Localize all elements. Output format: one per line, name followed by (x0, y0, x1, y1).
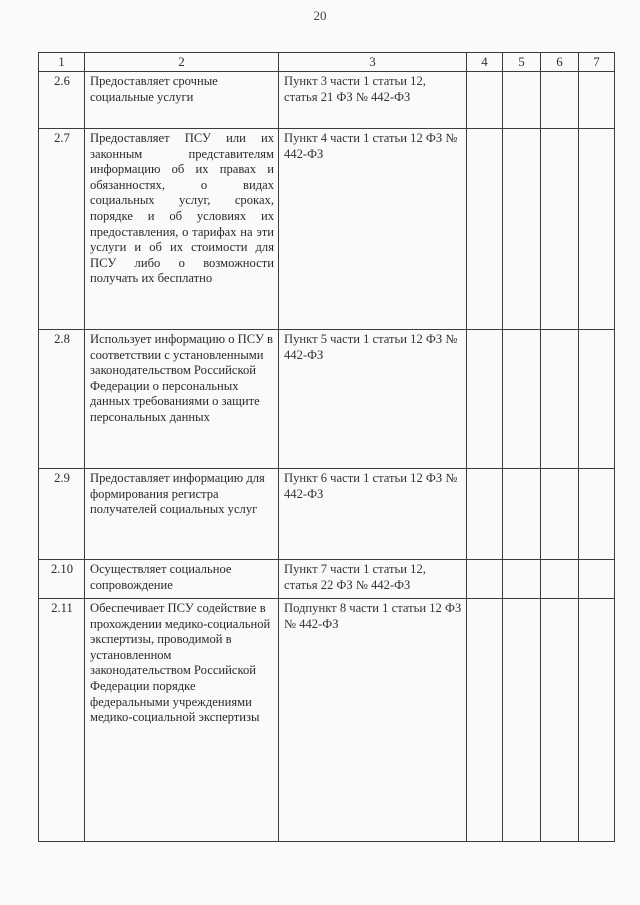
requirement-cell: Предоставляет срочные социальные услуги (85, 72, 279, 129)
table-row (39, 599, 615, 842)
answer-cell[interactable] (541, 129, 579, 330)
legal-reference-cell: Пункт 3 части 1 статьи 12, статья 21 ФЗ № 442-ФЗ (279, 72, 467, 129)
legal-reference-cell: Пункт 4 части 1 статьи 12 ФЗ № 442-ФЗ (279, 129, 467, 330)
table-row (39, 560, 615, 599)
answer-cell[interactable] (503, 129, 541, 330)
legal-reference-cell: Подпункт 8 части 1 статьи 12 ФЗ № 442-ФЗ (279, 599, 467, 842)
table-row (39, 129, 615, 330)
column-header: 3 (279, 53, 467, 72)
answer-cell[interactable] (467, 469, 503, 560)
column-header: 7 (579, 53, 615, 72)
requirement-cell: Предоставляет ПСУ или их законным представителям информацию об их правах и обязанностях, о видах социальных услуг, сроках, порядке и об условиях их предоставления, о тарифах на эти услуги и об их стоимости для ПСУ либо о возможности получать их бесплатно (85, 129, 279, 330)
row-number: 2.11 (39, 599, 85, 842)
table-row (39, 72, 615, 129)
answer-cell[interactable] (503, 330, 541, 469)
table-row (39, 469, 615, 560)
legal-reference-cell: Пункт 5 части 1 статьи 12 ФЗ № 442-ФЗ (279, 330, 467, 469)
inspection-table (38, 52, 615, 842)
answer-cell[interactable] (541, 599, 579, 842)
answer-cell[interactable] (503, 469, 541, 560)
answer-cell[interactable] (541, 72, 579, 129)
answer-cell[interactable] (579, 469, 615, 560)
answer-cell[interactable] (503, 72, 541, 129)
answer-cell[interactable] (541, 469, 579, 560)
answer-cell[interactable] (503, 599, 541, 842)
row-number: 2.6 (39, 72, 85, 129)
column-header: 6 (541, 53, 579, 72)
table-row (39, 330, 615, 469)
answer-cell[interactable] (541, 330, 579, 469)
requirement-cell: Использует информацию о ПСУ в соответствии с установленными законодательством Российской Федерации о персональных данных требованиями о защите персональных данных (85, 330, 279, 469)
answer-cell[interactable] (467, 330, 503, 469)
answer-cell[interactable] (579, 560, 615, 599)
answer-cell[interactable] (579, 330, 615, 469)
legal-reference-cell: Пункт 6 части 1 статьи 12 ФЗ № 442-ФЗ (279, 469, 467, 560)
requirement-cell: Обеспечивает ПСУ содействие в прохождении медико-социальной экспертизы, проводимой в установленном законодательством Российской Федерации порядке федеральными учреждениями медико-социальной экспертизы (85, 599, 279, 842)
requirement-cell: Осуществляет социальное сопровождение (85, 560, 279, 599)
row-number: 2.8 (39, 330, 85, 469)
column-header: 1 (39, 53, 85, 72)
requirement-cell: Предоставляет информацию для формирования регистра получателей социальных услуг (85, 469, 279, 560)
answer-cell[interactable] (503, 560, 541, 599)
row-number: 2.7 (39, 129, 85, 330)
answer-cell[interactable] (467, 560, 503, 599)
answer-cell[interactable] (467, 129, 503, 330)
row-number: 2.10 (39, 560, 85, 599)
answer-cell[interactable] (467, 599, 503, 842)
answer-cell[interactable] (541, 560, 579, 599)
legal-reference-cell: Пункт 7 части 1 статьи 12, статья 22 ФЗ № 442-ФЗ (279, 560, 467, 599)
answer-cell[interactable] (579, 72, 615, 129)
answer-cell[interactable] (579, 599, 615, 842)
page-number: 20 (313, 8, 327, 23)
column-header: 5 (503, 53, 541, 72)
column-header: 2 (85, 53, 279, 72)
answer-cell[interactable] (579, 129, 615, 330)
column-header: 4 (467, 53, 503, 72)
table-header (39, 53, 615, 72)
row-number: 2.9 (39, 469, 85, 560)
answer-cell[interactable] (467, 72, 503, 129)
